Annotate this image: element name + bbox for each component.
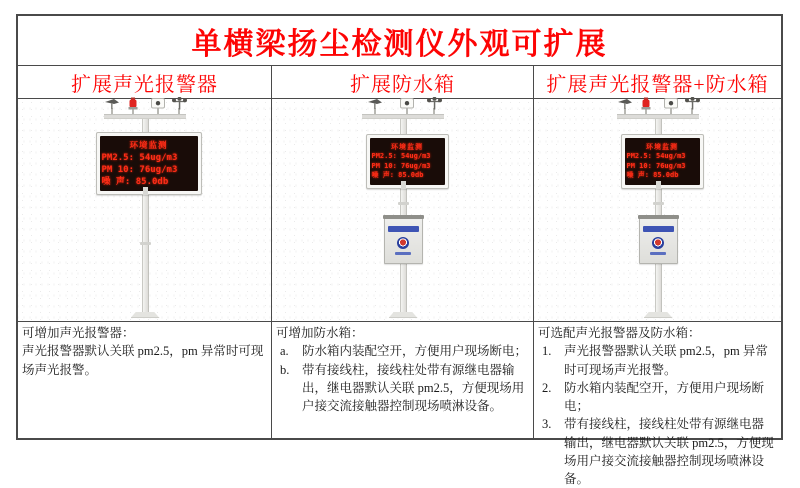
pole-base xyxy=(389,312,418,318)
led-screen xyxy=(625,138,700,185)
led-display xyxy=(96,132,202,195)
led-line-pm10: PM 10: 76ug/m3 xyxy=(626,161,686,170)
camera-icon xyxy=(400,97,414,109)
camera-icon xyxy=(151,97,165,109)
note-item xyxy=(276,342,528,360)
wind-vane-icon xyxy=(617,97,633,109)
waterproof-box xyxy=(384,217,423,264)
column-header-alarm xyxy=(18,66,271,99)
pole-base xyxy=(644,312,673,318)
device-crossbar xyxy=(617,114,699,119)
note-text: 带有接线柱，接线柱处带有源继电器输出，继电器默认关联 pm2.5，方便现场用户接交流接触器控制现场喷淋设备。 xyxy=(302,362,525,413)
led-line-pm25: PM2.5: 54ug/m3 xyxy=(101,152,178,163)
dust-monitor-device xyxy=(573,99,743,322)
notes-alarm xyxy=(18,322,271,438)
note-marker: 1. xyxy=(542,344,552,359)
waterproof-box-lid xyxy=(383,215,424,219)
note-item xyxy=(538,379,776,416)
alarm-beacon-icon xyxy=(641,97,651,110)
note-text: 声光报警器默认关联 pm2.5，pm 异常时可现场声光报警。 xyxy=(22,344,264,377)
pole-collar xyxy=(398,202,409,205)
note-item xyxy=(22,342,266,379)
device-image-alarm-plus-box xyxy=(533,99,781,322)
led-line-noise: 噪 声: 85.0db xyxy=(626,171,679,179)
note-text: 防水箱内装配空开，方便用户现场断电； xyxy=(564,380,765,413)
notes-title: 可增加防水箱： xyxy=(276,326,364,340)
led-display xyxy=(366,134,449,189)
notes-alarm-plus-box xyxy=(533,322,781,486)
led-line-noise: 噪 声: 85.0db xyxy=(371,171,424,179)
led-screen xyxy=(100,136,198,191)
note-text: 防水箱内装配空开，方便用户现场断电； xyxy=(302,344,528,359)
waterproof-box-lid xyxy=(638,215,679,219)
led-line-pm10: PM 10: 76ug/m3 xyxy=(101,164,178,175)
note-marker: a. xyxy=(280,344,289,359)
page-title: 单横梁扬尘检测仪外观可扩展 xyxy=(191,27,608,61)
notes-row xyxy=(18,322,781,486)
note-item xyxy=(538,342,776,379)
image-row xyxy=(18,99,781,322)
anemometer-icon xyxy=(685,97,700,110)
column-header-label: 扩展声光报警器+防水箱 xyxy=(546,73,769,96)
pole-collar xyxy=(140,242,151,245)
notes-title: 可增加声光报警器： xyxy=(22,326,135,340)
anemometer-icon xyxy=(427,97,442,110)
waterproof-box-label xyxy=(388,226,419,232)
waterproof-box-logo xyxy=(652,237,664,249)
waterproof-box-logo xyxy=(397,237,409,249)
column-header-label: 扩展防水箱 xyxy=(350,73,455,96)
camera-icon xyxy=(664,97,678,109)
pole-base xyxy=(131,312,160,318)
column-header-label: 扩展声光报警器 xyxy=(71,73,218,96)
note-text: 声光报警器默认关联 pm2.5，pm 异常时可现场声光报警。 xyxy=(564,344,768,377)
note-marker: 3. xyxy=(542,417,552,432)
note-marker: 2. xyxy=(542,380,552,395)
device-image-waterproof-box xyxy=(271,99,533,322)
wind-vane-icon xyxy=(367,97,383,109)
led-screen xyxy=(370,138,445,185)
waterproof-box xyxy=(639,217,678,264)
dust-monitor-device xyxy=(60,99,230,322)
device-image-alarm xyxy=(18,99,271,322)
dust-monitor-device xyxy=(318,99,488,322)
notes-title: 可选配声光报警器及防水箱： xyxy=(538,326,701,340)
header-row xyxy=(18,66,781,99)
waterproof-box-label xyxy=(643,226,674,232)
table-title-row xyxy=(18,16,781,66)
note-marker: b. xyxy=(280,362,290,377)
pole-collar xyxy=(653,202,664,205)
led-line-noise: 噪 声: 85.0db xyxy=(101,176,169,187)
led-line-pm25: PM2.5: 54ug/m3 xyxy=(371,152,431,160)
led-line-pm25: PM2.5: 54ug/m3 xyxy=(626,152,686,160)
device-crossbar xyxy=(104,114,186,119)
led-title: 环境监测 xyxy=(646,142,678,151)
note-text: 带有接线柱，接线柱处带有源继电器输出，继电器默认关联 pm2.5，方便现场用户接交流接触器控制现场喷淋设备。 xyxy=(564,417,774,486)
note-item xyxy=(538,415,776,488)
note-item xyxy=(276,361,528,416)
column-header-waterproof-box xyxy=(271,66,533,99)
column-header-alarm-plus-box xyxy=(533,66,781,99)
led-line-pm10: PM 10: 76ug/m3 xyxy=(371,161,431,170)
wind-vane-icon xyxy=(104,97,120,109)
led-title: 环境监测 xyxy=(391,142,423,151)
led-display xyxy=(621,134,704,189)
led-title: 环境监测 xyxy=(129,140,168,151)
notes-waterproof-box xyxy=(271,322,533,438)
anemometer-icon xyxy=(172,97,187,110)
device-crossbar xyxy=(362,114,444,119)
spec-table xyxy=(16,14,783,486)
alarm-beacon-icon xyxy=(128,97,138,110)
